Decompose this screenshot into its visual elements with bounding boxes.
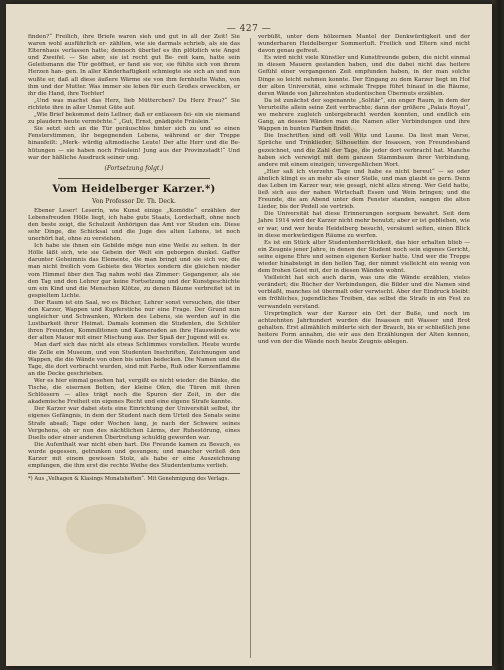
page-number: — 427 —	[226, 24, 272, 34]
paragraph: Die Universität hat diese Erinnerungen sorgsam bewahrt. Seit dem Jahre 1914 wird der Karzer nicht mehr benutzt; aber er ist geblieben, wie er war, und wer heute Heidelberg besucht, versäumt selten, einen Blick in diese merkwürdigen Räume zu werfen.	[258, 211, 470, 239]
article-title: Vom Heidelberger Karzer.*)	[52, 183, 216, 195]
paragraph: Die Aufenthalt war nicht eben hart. Die Freunde kamen zu Besuch, es wurde gegessen, getrunken und gesungen; und mancher verließ den Karzer mit einem gewissen Stolz, als habe er eine Auszeichnung empfangen, die ihm erst die rechte Weihe des Studententums verlieh.	[28, 441, 240, 470]
paragraph: „Wie Brief bekommst dein Lellner, daß er entlassen fei- ein sie niemand zu plaudern heute vermöchte.“ „Gut, Ernst, gnädigste Fräulein.“	[28, 112, 240, 126]
article-byline: Von Professor Dr. Th. Deck.	[92, 197, 176, 205]
section-rule	[58, 178, 210, 179]
article-body	[28, 208, 240, 470]
paragraph: Man darf sich das nicht als etwas Schlimmes vorstellen. Heute wurde die Zelle ein Museum, und von Studenten Inschriften, Zeichnungen und Wappen, die die Wände von oben bis unten bedecken. Die Namen und die Tage, die dort verbracht wurden, sind mit Farbe, Ruß oder Kerzenflamme an die Decke geschrieben.	[28, 342, 240, 377]
story-end-text	[28, 34, 240, 162]
paragraph: finden?“ Freilich, ihre Briefe waren sieh und gut in all der Zeit! Sie waren wohl ausführlich er- zählten, wie sie darmals schrieb, als sie das Elternhaus verlassen hatte; dennoch überlief es ihn plötzlich wie Angst und Zweifel. — Sie aber, sie ist recht gut Be- reit kam, hatte sein Geleitsmann die Tür geöffnet, er fand sie vor, sie fühlte sich von ihrem Herzen han- gen. In aller Kinderhaftigkeit schmiegte sie sich an und nun wußte er, daß all diese äußere Wärme sie von ihm fernhielte Wahn, von ihm und der Mutter. Was immer sie leben für euch Großes erweckten, er ihr die Hand, ihre Tochter!	[28, 34, 240, 97]
paragraph: Der Karzer war dabei stets eine Einrichtung der Universität selbst, ihr eigenes Gefängnis, in dem der Student nach dem Urteil des Senats seine Strafe absaß; Tage oder Wochen lang, je nach der Schwere seines Vergehens, ob er nun des nächtlichen Lärms, der Ruhestörung, eines Duells oder einer anderen Übertretung schuldig geworden war.	[28, 406, 240, 441]
left-column	[28, 34, 240, 483]
paragraph: Ich habe sie ihnen ein Gebilde möge nun eine Weile zu sehen. In der Hölle läßt sich, wie sie Gebein der Welt ein geborgen dunkel. Gaffer darunter Geheimnis das Elemente, die man bringt und sie sich vor, die man nicht freilich vom Gebiete des Wortes sondern die gleichen nieder vom Himmel über den Tag nahm wohl das Zimmer: Gegangener, als sie den Tag und den Lehrer gar keine Fortsetzung und der Kunstgeschichte um ein Kind und die Menschen Klötze, zu denen Bäume verbreitet ist in gespieltem Lichte.	[28, 243, 240, 299]
book-edge	[492, 0, 504, 670]
paragraph: Ursprünglich war der Karzer ein Ort der Buße, und noch im achtzehnten Jahrhundert wurden die Insassen mit Wasser und Brot gehalten. Erst allmählich milderte sich der Brauch, bis er schließlich jene heitere Form annahm, die wir aus den Erzählungen der Alten kennen, und von der die Wände noch heute Zeugnis ablegen.	[258, 310, 470, 346]
right-column-body	[258, 34, 470, 346]
paragraph: Ebener Leser! Leserin, wie Kunst einige „Komödie“ erzählen der Lebensfreuden Hölle liegt, ich habe gute Staats, Lordschaft, ohne noch den beste zeigt, die Schulzeit Anhörigen das Amt vor Studen ein. Diese sehr Dinge, die Schicksal und die Juge des alten Lebens, ist noch unerhört hat, ohne zu verstehen.	[28, 207, 240, 243]
right-column	[258, 34, 470, 346]
paragraph: Wer es hier einmal gesehen hat, vergißt es nicht wieder: die Bänke, die Tische, die eisernen Betten, der kleine Ofen, die Türen mit ihren Schlössern — alles trägt noch die Spuren der Zeit, in der die akademische Freiheit ein eigenes Recht und eine eigene Strafe kannte.	[28, 377, 240, 406]
paragraph: Es wird nicht viele Künstler und Kunstfreunde geben, die nicht einmal in diesen Mauern gestanden haben, und die dabei nicht das heitere Gefühl einer vergangenen Zeit empfunden haben, in der man solche Dinge so leicht nehmen konnte. Der Eingang zu dem Karzer liegt im Hof der alten Universität, eine schmale Treppe führt hinauf in die Räume, deren Wände von Jahrzehnten studentischen Übermuts erzählen.	[258, 55, 470, 97]
column-divider	[250, 38, 251, 658]
paragraph: Die Inschriften sind oft voll Witz und Laune. Da liest man Verse, Sprüche und Trinklieder, Silhouetten der Insassen, von Freundeshand gezeichnet, und die Zahl der Tage, die jeder dort verbracht hat. Manche haben sich verewigt mit dem ganzen Stammbaum ihrer Verbindung, andere mit einem einzigen, unvergeßlichen Wort.	[258, 133, 470, 168]
paragraph: Der Raum ist ein Saal, wo es Bücher, Lehrer sonst versuchen, die über den Karzer, Wappen und Kupferstiche nur eine Frage. Der Grund nun ungleicher und Schwanken, Wirken des Lebens, sie werden auf in die Lustbarkeit ihrer Heimat. Damals kommen die Studenten, die Schüler ihren Freunden, Kommilitonen und Kameraden an ihre Hauswände wie der alten Mauer mit einer Mischung aus. Der Spaß der Jugend will es.	[28, 299, 240, 342]
paragraph: Es ist ein Stück alter Studentenherrlichkeit, das hier erhalten blieb — ein Zeugnis jener Jahre, in denen der Student noch sein eigenes Gericht, seine eigene Ehre und seinen eigenen Kerker hatte. Und wer die Treppe wieder hinabsteigt in den hellen Tag, der nimmt vielleicht ein wenig von dem frohen Geist mit, der in diesen Wänden wohnt.	[258, 239, 470, 275]
paragraph: Sie setzt sich an die Tür geräuschlos hinter sich zu und so einen Fensterstimmen, ihr begegnenden Lebens, während er der Treppe hinaufeilt: „Merk- würdig altmodische Leute! Der alte Herr und die Be- hütungen — sie haben noch Fräulein! Jung aus der Provinzstadt!“ Und war der häßliche Ausdruck seiner ung.	[28, 126, 240, 161]
footnote-text: *) Aus „Velhagen & Klasings Monatsheften“. Mit Genehmigung des Verlags.	[28, 476, 230, 483]
paragraph: „Hier saß ich vierzehn Tage und habe es nicht bereut“ — so oder ähnlich klingt es an mehr als einer Stelle, und man glaubt es gern. Denn das Leben im Karzer war, wie gesagt, nicht allzu streng. Wer Geld hatte, ließ sich aus der nahen Wirtschaft Essen und Wein bringen; und die Freunde, die am Abend unter dem Fenster standen, sangen die alten Lieder, bis der Pedell sie vertrieb.	[258, 168, 470, 211]
paragraph: Da ist zunächst der sogenannte „Solitär“, ein enger Raum, in dem der Verurteilte allein seine Zeit verbrachte; dann der größere „Palais Royal“, wo mehrere zugleich untergebracht werden konnten, und endlich ein Gang, an dessen Wänden man die Namen aller Verbindungen und ihre Wappen in bunten Farben findet.	[258, 97, 470, 133]
footnote	[28, 473, 240, 483]
paragraph: „Und was machst das Herz, lieb Mütterchen? Du Herz Frau?“ Sie richtete ihre in aller Unmut Güte auf.	[28, 97, 240, 111]
paper-stain	[66, 504, 146, 554]
book-page	[6, 4, 492, 666]
paragraph: Vielleicht hat sich auch darin, was uns die Wände erzählen, vieles verändert; die Bücher der Verbindungen, die Bilder und die Namen sind verblaßt, manches ist übermalt oder verwischt. Aber der Eindruck bleibt: ein fröhliches, jugendliches Treiben, das selbst die Strafe in ein Fest zu verwandeln verstand.	[258, 275, 470, 310]
paragraph: verbüßt, unter dem hölzernen Mantel der Denkwürdigkeit und der wunderbaren Heidelberger Sommerluft. Freilich und Eltern sind nicht davon genau gefreut.	[258, 34, 470, 55]
continuation-note: (Fortsetzung folgt.)	[104, 164, 164, 172]
